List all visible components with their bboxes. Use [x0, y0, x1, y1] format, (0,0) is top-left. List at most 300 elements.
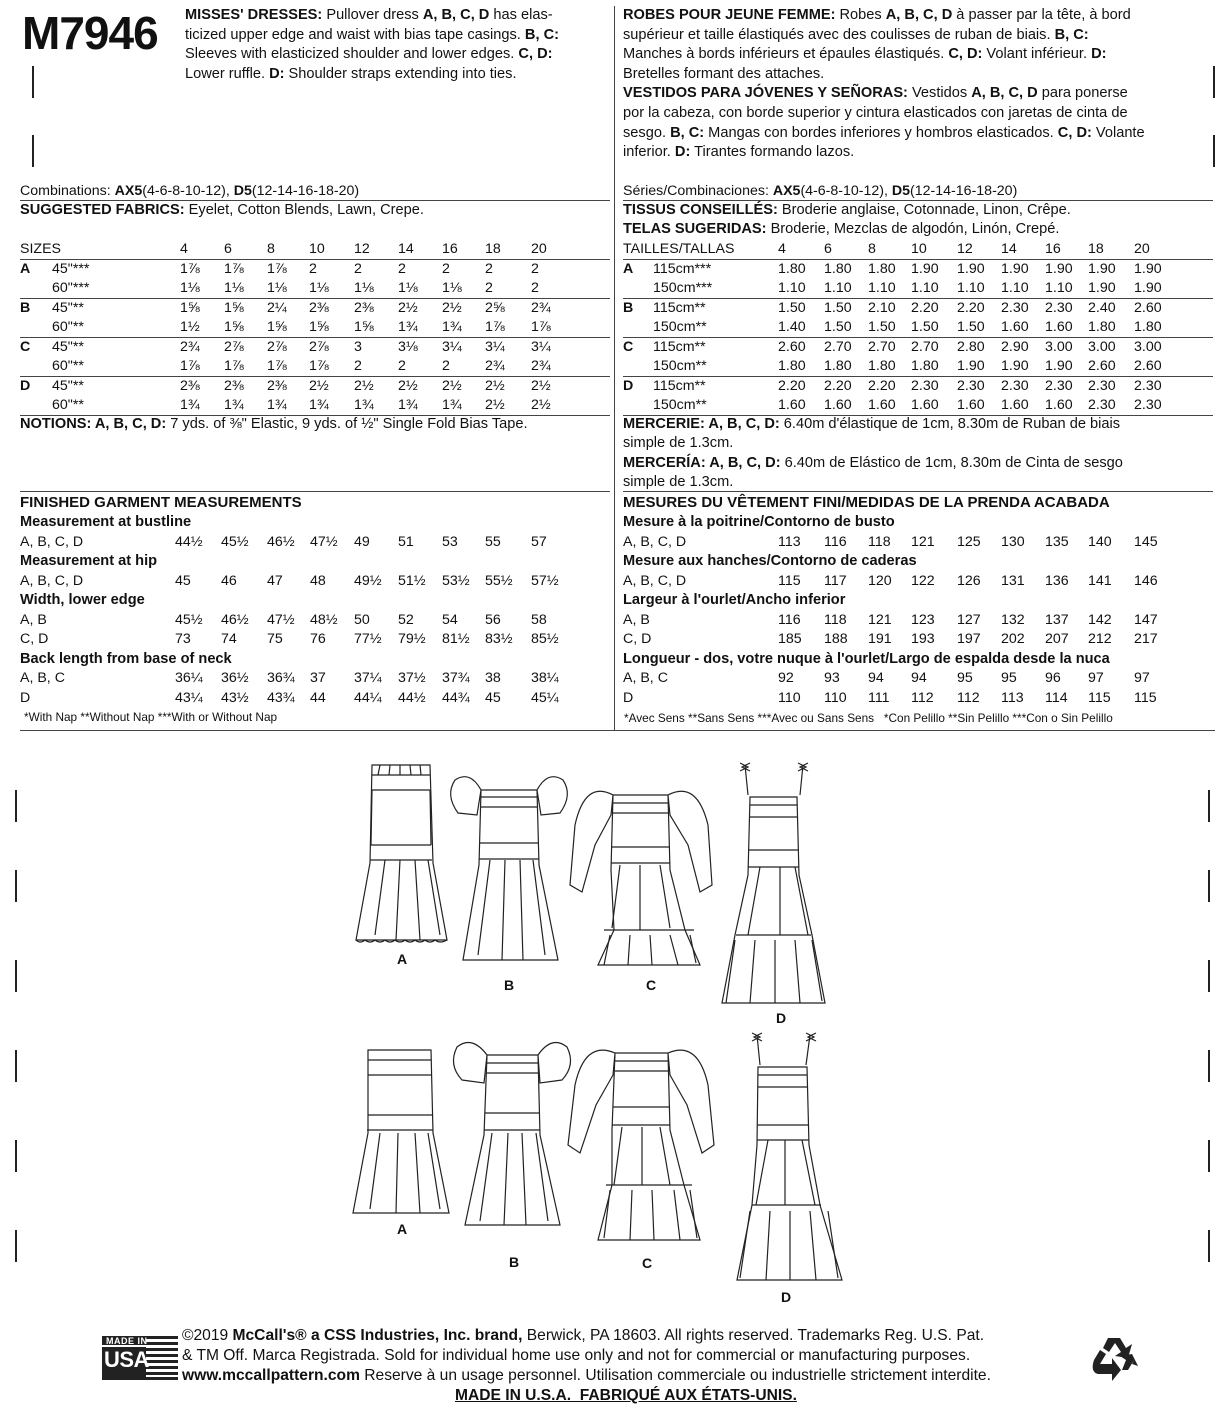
yardage-cell: 1.90: [1001, 260, 1029, 277]
yardage-cell: 1⅞: [267, 260, 287, 277]
measurement-cell: 37¾: [442, 670, 470, 686]
yardage-cell: 1.50: [778, 299, 806, 316]
measurement-cell: 188: [824, 631, 848, 647]
yardage-cell: 2.60: [1134, 358, 1162, 374]
yardage-cell: 2: [485, 260, 493, 277]
yardage-cell: 1⅞: [180, 358, 200, 374]
measurement-cell: 47½: [267, 611, 295, 628]
measurement-cell: 135: [1045, 533, 1069, 550]
fabric-width: 150cm**: [653, 358, 707, 374]
yardage-cell: 1.60: [957, 397, 985, 413]
measurement-cell: 197: [957, 631, 981, 647]
view-a-front-drawing: [356, 765, 447, 942]
yardage-cell: 2: [531, 280, 539, 296]
fabric-width: 115cm**: [653, 299, 706, 316]
recycle-icon: [1088, 1334, 1140, 1384]
yardage-cell: 1.50: [911, 319, 939, 335]
view-label: B: [623, 299, 634, 316]
measurement-cell: 193: [911, 631, 935, 647]
fabric-width: 150cm***: [653, 280, 713, 296]
measurement-cell: 52: [398, 611, 414, 628]
yardage-cell: 1.80: [868, 260, 896, 277]
measurement-cell: 140: [1088, 533, 1112, 550]
yardage-cell: 2¾: [531, 358, 551, 374]
fabric-width: 45"***: [52, 260, 90, 277]
measurement-row-label: A, B, C: [20, 670, 65, 686]
divider: [623, 491, 1213, 492]
divider: [623, 200, 1213, 201]
sizes-label: TAILLES/TALLAS: [623, 241, 735, 257]
size-header: 8: [868, 241, 876, 257]
measurement-heading: Mesure à la poitrine/Contorno de busto: [623, 514, 895, 530]
view-label: B: [20, 299, 31, 316]
yardage-cell: 3: [354, 338, 362, 355]
yardage-cell: 2.20: [778, 377, 806, 394]
measurement-cell: 115: [1088, 689, 1111, 706]
measurement-cell: 202: [1001, 631, 1025, 647]
yardage-cell: 1.10: [868, 280, 896, 296]
yardage-cell: 3¼: [485, 338, 505, 355]
measurement-cell: 137: [1045, 611, 1069, 628]
measurement-cell: 36¼: [175, 670, 203, 686]
yardage-cell: 2.30: [1088, 397, 1116, 413]
yardage-cell: 1.50: [957, 319, 985, 335]
measurement-cell: 43¼: [175, 689, 203, 706]
size-header: 6: [824, 241, 832, 257]
measurement-cell: 37: [310, 670, 326, 686]
fabric-width: 60"**: [52, 319, 84, 335]
size-header: 12: [354, 241, 370, 257]
measurement-cell: 111: [868, 689, 890, 706]
yardage-cell: 1.90: [911, 260, 939, 277]
yardage-cell: 1.60: [1001, 397, 1029, 413]
yardage-cell: 1.80: [824, 358, 852, 374]
measurement-cell: 126: [957, 572, 981, 589]
measurement-row-label: A, B, C, D: [623, 572, 687, 589]
yardage-cell: 1.10: [911, 280, 939, 296]
measurement-cell: 49: [354, 533, 370, 550]
yardage-cell: 2: [309, 260, 317, 277]
margin-mark: [1208, 960, 1210, 992]
measurement-cell: 44¾: [442, 689, 470, 706]
view-label: D: [623, 377, 634, 394]
yardage-cell: 2.20: [957, 299, 985, 316]
measurement-cell: 191: [868, 631, 892, 647]
view-d-front-drawing: [722, 763, 825, 1003]
view-b-front-drawing: [451, 777, 568, 960]
size-header: 10: [911, 241, 927, 257]
measurement-cell: 43¾: [267, 689, 295, 706]
yardage-cell: 2.20: [824, 377, 852, 394]
yardage-cell: 1⅝: [180, 299, 200, 316]
measurement-cell: 114: [1045, 689, 1068, 706]
view-label-front-a: A: [397, 951, 408, 967]
measurement-cell: 49½: [354, 572, 382, 589]
measurement-cell: 44: [310, 689, 326, 706]
column-divider: [614, 6, 615, 730]
yardage-cell: 2.70: [868, 338, 896, 355]
measurement-cell: 115: [1134, 689, 1157, 706]
measurement-cell: 112: [911, 689, 934, 706]
margin-mark: [15, 790, 17, 822]
yardage-cell: 1⅞: [267, 358, 287, 374]
margin-mark: [32, 135, 34, 167]
measurement-cell: 45: [485, 689, 501, 706]
measurement-cell: 45¼: [531, 689, 559, 706]
yardage-cell: 1¾: [224, 397, 244, 413]
margin-mark: [15, 1050, 17, 1082]
measurement-cell: 141: [1088, 572, 1112, 589]
measurement-cell: 110: [778, 689, 801, 706]
header-divider: [623, 259, 1213, 260]
measurement-cell: 122: [911, 572, 935, 589]
measurement-cell: 43½: [221, 689, 249, 706]
measurement-cell: 212: [1088, 631, 1112, 647]
measurement-cell: 97: [1088, 670, 1104, 686]
measurement-cell: 125: [957, 533, 981, 550]
measurement-cell: 136: [1045, 572, 1069, 589]
measurement-heading: Measurement at bustline: [20, 514, 192, 530]
measurement-cell: 94: [911, 670, 927, 686]
view-label-back-c: C: [642, 1255, 653, 1271]
yardage-cell: 1⅛: [180, 280, 200, 296]
measurement-cell: 36½: [221, 670, 249, 686]
sizes-label: SIZES: [20, 241, 61, 257]
measurement-cell: 123: [911, 611, 935, 628]
yardage-cell: 1.40: [778, 319, 806, 335]
yardage-cell: 2.80: [957, 338, 985, 355]
measurement-cell: 55½: [485, 572, 513, 589]
yardage-cell: 1⅛: [224, 280, 244, 296]
yardage-cell: 2.70: [911, 338, 939, 355]
view-a-back-drawing: [353, 1050, 449, 1213]
fabric-width: 115cm**: [653, 338, 706, 355]
view-d-back-drawing: [737, 1033, 842, 1280]
yardage-cell: 2.30: [1001, 299, 1029, 316]
yardage-cell: 1.50: [824, 319, 852, 335]
measurement-cell: 117: [824, 572, 847, 589]
yardage-cell: 2.30: [1088, 377, 1116, 394]
view-c-front-drawing: [570, 791, 712, 965]
measurement-cell: 47: [267, 572, 283, 589]
yardage-cell: 2.30: [1001, 377, 1029, 394]
measurement-cell: 116: [824, 533, 847, 550]
measurement-cell: 48: [310, 572, 326, 589]
fabric-width: 115cm**: [653, 377, 706, 394]
yardage-cell: 2½: [485, 377, 505, 394]
measurement-heading: Largeur à l'ourlet/Ancho inferior: [623, 592, 846, 608]
view-label-front-c: C: [646, 977, 657, 993]
measurement-cell: 45½: [175, 611, 203, 628]
fabric-width: 45"**: [52, 338, 84, 355]
usa-badge-top: MADE IN: [106, 1336, 148, 1346]
view-c-back-drawing: [568, 1050, 714, 1240]
margin-mark: [15, 960, 17, 992]
yardage-cell: 1.50: [824, 299, 852, 316]
yardage-cell: 1.60: [778, 397, 806, 413]
measurement-cell: 58: [531, 611, 547, 628]
measurement-cell: 118: [868, 533, 891, 550]
measurement-cell: 97: [1134, 670, 1150, 686]
yardage-cell: 1⅞: [180, 260, 200, 277]
fr-nap-legend: *Avec Sens **Sans Sens ***Avec ou Sans Sens *Con Pelillo **Sin Pelillo ***Con o Sin Pelillo: [624, 711, 1113, 725]
view-label-back-d: D: [781, 1289, 792, 1305]
yardage-cell: 1.50: [868, 319, 896, 335]
measurement-row-label: A, B, C: [623, 670, 668, 686]
measurement-heading: Width, lower edge: [20, 592, 145, 608]
yardage-cell: 1.10: [957, 280, 985, 296]
yardage-cell: 2.60: [1134, 299, 1162, 316]
yardage-cell: 2.90: [1001, 338, 1029, 355]
view-label-back-b: B: [509, 1254, 520, 1270]
measurement-row-label: C, D: [20, 631, 49, 647]
yardage-cell: 2: [531, 260, 539, 277]
yardage-cell: 1⅝: [309, 319, 329, 335]
margin-mark: [1208, 1230, 1210, 1262]
yardage-cell: 1.80: [868, 358, 896, 374]
measurement-cell: 130: [1001, 533, 1025, 550]
yardage-cell: 2¼: [267, 299, 287, 316]
usa-badge-main: USA: [104, 1347, 149, 1372]
yardage-cell: 1⅛: [442, 280, 462, 296]
yardage-cell: 1.90: [1134, 280, 1162, 296]
yardage-cell: 1.10: [778, 280, 806, 296]
margin-mark: [1213, 66, 1215, 98]
fabric-width: 115cm***: [653, 260, 712, 277]
measurement-cell: 36¾: [267, 670, 295, 686]
measurement-cell: 44¼: [354, 689, 382, 706]
view-label: A: [623, 260, 634, 277]
yardage-cell: 1½: [180, 319, 200, 335]
yardage-cell: 1⅛: [267, 280, 287, 296]
measurement-cell: 57½: [531, 572, 559, 589]
margin-mark: [1213, 135, 1215, 167]
measurement-cell: 46: [221, 572, 237, 589]
yardage-cell: 1¾: [354, 397, 374, 413]
yardage-cell: 1.90: [1001, 358, 1029, 374]
measurement-cell: 81½: [442, 631, 470, 647]
fr-notions: MERCERIE: A, B, C, D: 6.40m d'élastique de 1cm, 8.30m de Ruban de biais simple de 1.3cm.: [623, 416, 1121, 452]
yardage-cell: 1.90: [957, 358, 985, 374]
yardage-cell: 1⅛: [354, 280, 374, 296]
measurement-cell: 45½: [221, 533, 249, 550]
yardage-cell: 2: [398, 358, 406, 374]
size-header: 4: [778, 241, 786, 257]
yardage-cell: 1⅝: [224, 299, 244, 316]
size-header: 20: [1134, 241, 1150, 257]
measurement-cell: 113: [1001, 689, 1024, 706]
yardage-cell: 1.80: [911, 358, 939, 374]
measurement-heading: Mesure aux hanches/Contorno de caderas: [623, 553, 917, 569]
en-fabrics: SUGGESTED FABRICS: Eyelet, Cotton Blends, Lawn, Crepe.: [20, 202, 424, 218]
measurement-cell: 142: [1088, 611, 1112, 628]
view-label: A: [20, 260, 31, 277]
yardage-cell: 3¼: [531, 338, 551, 355]
yardage-cell: 3.00: [1088, 338, 1116, 355]
fr-combinations: Séries/Combinaciones: AX5(4-6-8-10-12), D5(12-14-16-18-20): [623, 183, 1018, 199]
margin-mark: [15, 1140, 17, 1172]
measurement-cell: 47½: [310, 533, 338, 550]
yardage-cell: 2½: [531, 377, 551, 394]
yardage-cell: 1¾: [398, 397, 418, 413]
yardage-cell: 2¾: [531, 299, 551, 316]
measurement-cell: 45: [175, 572, 191, 589]
size-header: 18: [485, 241, 501, 257]
measurement-row-label: D: [20, 689, 31, 706]
yardage-cell: 1.90: [1088, 260, 1116, 277]
yardage-cell: 1.90: [1045, 358, 1073, 374]
website-link[interactable]: www.mccallpattern.com: [182, 1367, 360, 1384]
margin-mark: [1208, 1050, 1210, 1082]
margin-mark: [15, 870, 17, 902]
yardage-cell: 2.60: [778, 338, 806, 355]
yardage-cell: 1.10: [824, 280, 852, 296]
yardage-cell: 1.80: [1134, 319, 1162, 335]
view-label: D: [20, 377, 31, 394]
yardage-cell: 2½: [485, 397, 505, 413]
es-fabrics: TELAS SUGERIDAS: Broderie, Mezclas de algodón, Linón, Crepé.: [623, 221, 1060, 237]
measurement-cell: 56: [485, 611, 501, 628]
size-header: 14: [398, 241, 414, 257]
yardage-cell: 3.00: [1134, 338, 1162, 355]
measurement-cell: 53: [442, 533, 458, 550]
measurement-row-label: A, B, C, D: [20, 533, 84, 550]
measurement-cell: 146: [1134, 572, 1158, 589]
yardage-cell: 1⅞: [531, 319, 551, 335]
view-label-front-d: D: [776, 1010, 787, 1026]
margin-mark: [15, 1230, 17, 1262]
yardage-cell: 1.80: [778, 358, 806, 374]
yardage-cell: 1⅞: [309, 358, 329, 374]
yardage-cell: 1.10: [1045, 280, 1073, 296]
yardage-cell: 2: [485, 280, 493, 296]
yardage-cell: 2½: [531, 397, 551, 413]
yardage-cell: 1.90: [1088, 280, 1116, 296]
measurement-cell: 93: [824, 670, 840, 686]
en-description: MISSES' DRESSES: Pullover dress A, B, C, D has elas- ticized upper edge and waist with bias tape casings. B, C: Sleeves with elasticized shoulder and lower edges. C, D: Lower ruffle. D: Shoulder straps extending into ties.: [185, 7, 559, 82]
measurement-cell: 44½: [175, 533, 203, 550]
measurement-cell: 113: [778, 533, 801, 550]
yardage-cell: 3¼: [442, 338, 462, 355]
yardage-cell: 2.60: [1088, 358, 1116, 374]
yardage-cell: 2: [398, 260, 406, 277]
fr-es-description: ROBES POUR JEUNE FEMME: Robes A, B, C, D à passer par la tête, à bord supérieur et taille élastiqués avec des coulisses de ruban de biais. B, C: Manches à bords inférieurs et épaules élastiqués. C, D: Volant inférieur. D: Bretelles formant des attaches. VESTIDOS PARA JÓVENES Y SEÑORAS: Vestidos A, B, C, D para ponerse por la cabeza, con borde superior y cintura elasticados con jaretas de cinta de sesgo. B, C: Mangas con bordes inferiores y hombros elasticados. C, D: Volante inferior. D: Tirantes formando lazos.: [623, 7, 1145, 161]
measurement-cell: 44½: [398, 689, 426, 706]
size-header: 4: [180, 241, 188, 257]
fgm-title: MESURES DU VÊTEMENT FINI/MEDIDAS DE LA PRENDA ACABADA: [623, 494, 1110, 511]
measurement-cell: 37½: [398, 670, 426, 686]
yardage-cell: 1¾: [442, 397, 462, 413]
yardage-cell: 2⅜: [224, 377, 244, 394]
yardage-cell: 2½: [398, 299, 418, 316]
yardage-cell: 2⅞: [309, 338, 329, 355]
yardage-cell: 2.30: [957, 377, 985, 394]
measurement-row-label: A, B: [623, 611, 650, 628]
yardage-cell: 2½: [442, 377, 462, 394]
yardage-cell: 1⅝: [354, 319, 374, 335]
en-nap-legend: *With Nap **Without Nap ***With or Without Nap: [24, 710, 278, 724]
measurement-cell: 77½: [354, 631, 382, 647]
measurement-cell: 217: [1134, 631, 1158, 647]
size-header: 20: [531, 241, 547, 257]
trademark-line: & TM Off. Marca Registrada. Sold for individual home use only and not for commercial or manufacturing purposes.: [182, 1347, 971, 1364]
yardage-cell: 2¾: [485, 358, 505, 374]
yardage-cell: 2.30: [1045, 377, 1073, 394]
yardage-cell: 1.60: [911, 397, 939, 413]
divider: [20, 200, 610, 201]
yardage-cell: 2.20: [911, 299, 939, 316]
measurement-cell: 73: [175, 631, 191, 647]
measurement-cell: 79½: [398, 631, 426, 647]
measurement-cell: 37¼: [354, 670, 382, 686]
measurement-cell: 118: [824, 611, 847, 628]
yardage-cell: 2.20: [868, 377, 896, 394]
yardage-cell: 2⅜: [309, 299, 329, 316]
yardage-cell: 2⅜: [354, 299, 374, 316]
yardage-cell: 2¾: [180, 338, 200, 355]
measurement-cell: 75: [267, 631, 283, 647]
size-header: 10: [309, 241, 325, 257]
yardage-cell: 1⅞: [224, 260, 244, 277]
yardage-cell: 2.30: [1134, 397, 1162, 413]
measurement-cell: 116: [778, 611, 801, 628]
yardage-cell: 1⅛: [398, 280, 418, 296]
yardage-cell: 3.00: [1045, 338, 1073, 355]
yardage-cell: 1¾: [309, 397, 329, 413]
measurement-cell: 127: [957, 611, 981, 628]
fabric-width: 150cm**: [653, 319, 707, 335]
es-notions: MERCERÍA: A, B, C, D: 6.40m de Elástico de 1cm, 8.30m de Cinta de sesgo simple de 1.3cm.: [623, 455, 1123, 491]
size-header: 16: [442, 241, 458, 257]
measurement-cell: 74: [221, 631, 237, 647]
fabric-width: 150cm**: [653, 397, 707, 413]
measurement-heading: Back length from base of neck: [20, 650, 232, 667]
yardage-cell: 1.60: [1045, 319, 1073, 335]
yardage-cell: 1.60: [1045, 397, 1073, 413]
yardage-cell: 2: [442, 260, 450, 277]
size-header: 14: [1001, 241, 1017, 257]
fabric-width: 45"**: [52, 377, 84, 394]
yardage-cell: 3⅛: [398, 338, 418, 355]
view-label-front-b: B: [504, 977, 515, 993]
measurement-cell: 54: [442, 611, 458, 628]
yardage-cell: 2.30: [1134, 377, 1162, 394]
yardage-cell: 1⅞: [224, 358, 244, 374]
en-notions: NOTIONS: A, B, C, D: 7 yds. of ⅜" Elastic, 9 yds. of ½" Single Fold Bias Tape.: [20, 416, 528, 432]
size-header: 16: [1045, 241, 1061, 257]
measurement-cell: 96: [1045, 670, 1061, 686]
website-line: www.mccallpattern.com Reserve à un usage personnel. Utilisation commerciale ou industrielle strictement interdite.: [182, 1367, 991, 1384]
yardage-cell: 2.30: [911, 377, 939, 394]
yardage-cell: 2.40: [1088, 299, 1116, 316]
measurement-cell: 131: [1001, 572, 1025, 589]
measurement-cell: 110: [824, 689, 847, 706]
measurement-cell: 94: [868, 670, 884, 686]
measurement-heading: Measurement at hip: [20, 553, 158, 569]
yardage-cell: 1¾: [442, 319, 462, 335]
measurement-cell: 57: [531, 533, 547, 550]
yardage-cell: 2: [442, 358, 450, 374]
copyright-line: ©2019 McCall's® a CSS Industries, Inc. brand, Berwick, PA 18603. All rights reserved. Trademarks Reg. U.S. Pat.: [182, 1327, 985, 1344]
measurement-cell: 92: [778, 670, 794, 686]
measurement-cell: 76: [310, 631, 326, 647]
measurement-cell: 51½: [398, 572, 426, 589]
yardage-cell: 1.90: [1045, 260, 1073, 277]
yardage-cell: 1.90: [957, 260, 985, 277]
yardage-cell: 1.60: [868, 397, 896, 413]
yardage-cell: 1¾: [398, 319, 418, 335]
yardage-cell: 2⅞: [267, 338, 287, 355]
